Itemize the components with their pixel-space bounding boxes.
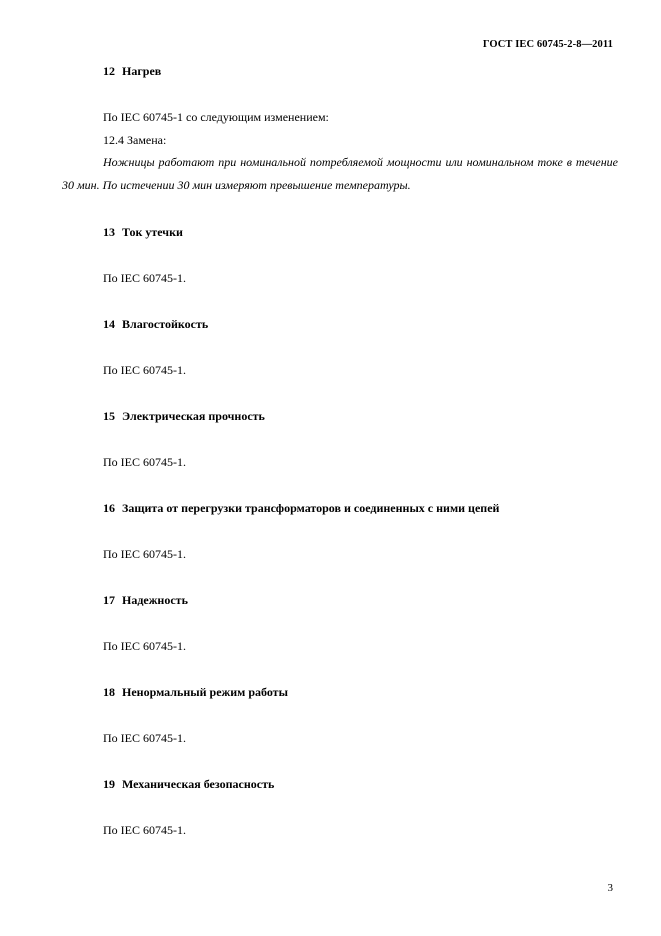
- section-15-text: По IEC 60745-1.: [103, 455, 186, 469]
- section-19-text: По IEC 60745-1.: [103, 823, 186, 837]
- section-title: Механическая безопасность: [122, 777, 275, 791]
- section-18-heading: [103, 685, 288, 700]
- section-16-heading: [103, 501, 499, 516]
- section-title: Защита от перегрузки трансформаторов и соединенных с ними цепей: [122, 501, 500, 515]
- section-number: 19: [103, 777, 115, 791]
- section-number: 16: [103, 501, 115, 515]
- section-number: 13: [103, 225, 115, 239]
- section-17-heading: [103, 593, 188, 608]
- section-13-text: По IEC 60745-1.: [103, 271, 186, 285]
- section-14-text: По IEC 60745-1.: [103, 363, 186, 377]
- page-number: 3: [607, 882, 613, 894]
- section-number: 14: [103, 317, 115, 331]
- section-title: Электрическая прочность: [122, 409, 265, 423]
- section-12-clause: 12.4 Замена:: [103, 133, 167, 147]
- section-15-heading: [103, 409, 265, 424]
- section-number: 15: [103, 409, 115, 423]
- section-title: Надежность: [122, 593, 188, 607]
- section-title: Ток утечки: [122, 225, 183, 239]
- section-number: 12: [103, 64, 115, 78]
- section-17-text: По IEC 60745-1.: [103, 639, 186, 653]
- section-number: 17: [103, 593, 115, 607]
- section-14-heading: [103, 317, 208, 332]
- section-12-italic-text: Ножницы работают при номинальной потребляемой мощности или номинальном токе в течение 30 мин. По истечении 30 мин измеряют превышение температуры.: [62, 155, 618, 192]
- section-title: Влагостойкость: [122, 317, 209, 331]
- section-12-intro: По IEC 60745-1 со следующим изменением:: [103, 110, 329, 124]
- section-12-heading: [103, 64, 161, 79]
- section-13-heading: [103, 225, 183, 240]
- section-19-heading: [103, 777, 274, 792]
- section-16-text: По IEC 60745-1.: [103, 547, 186, 561]
- document-header: ГОСТ IEC 60745-2-8—2011: [482, 39, 613, 50]
- section-title: Нагрев: [122, 64, 162, 78]
- section-number: 18: [103, 685, 115, 699]
- section-18-text: По IEC 60745-1.: [103, 731, 186, 745]
- section-title: Ненормальный режим работы: [122, 685, 288, 699]
